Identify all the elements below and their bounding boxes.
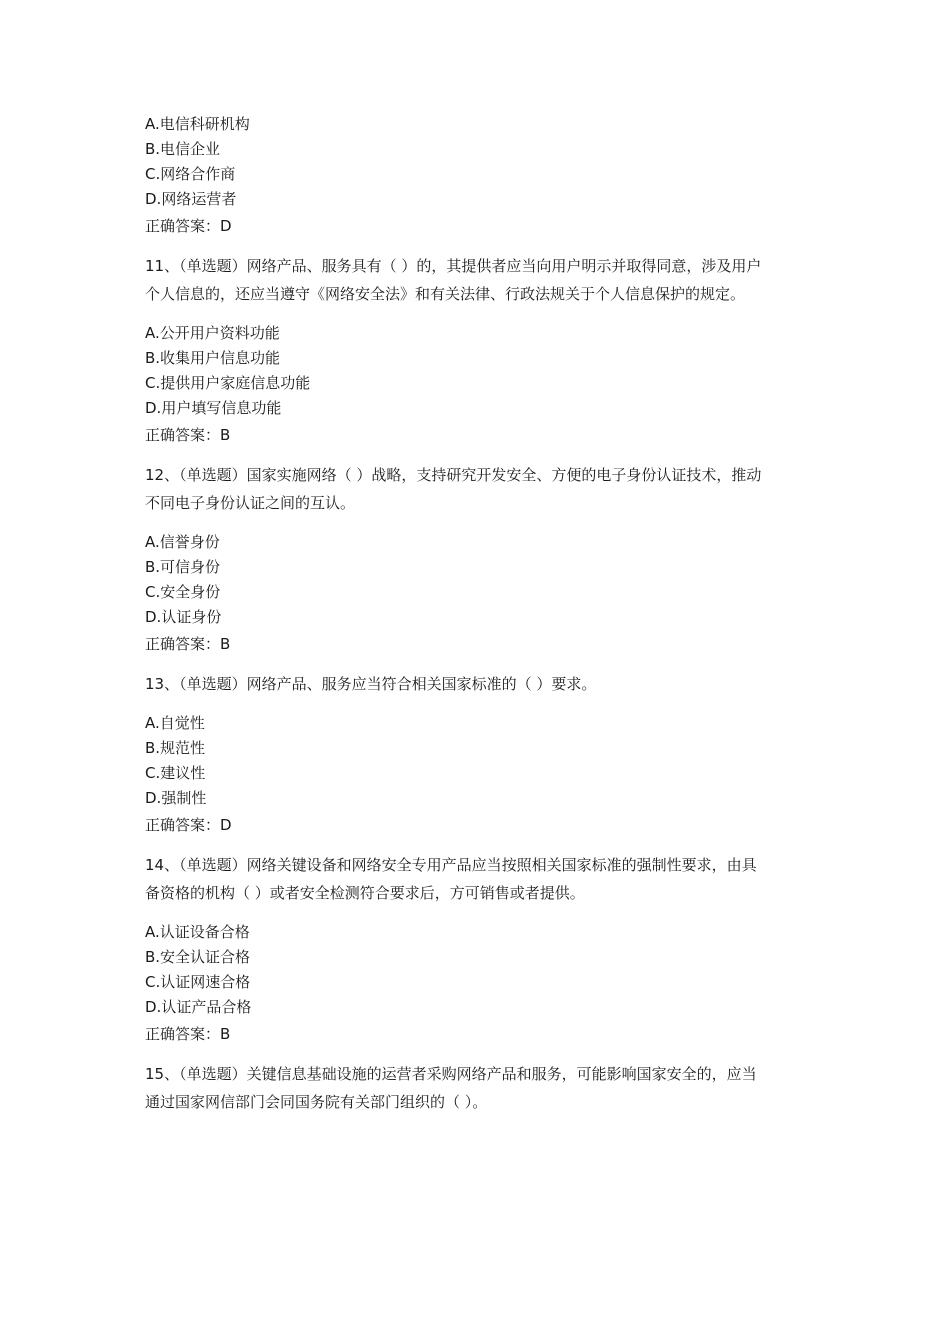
option-a: A.公开用户资料功能	[145, 324, 280, 342]
option-b: B.规范性	[145, 739, 206, 757]
question-15	[145, 1060, 815, 1116]
question-line: 不同电子身份认证之间的互认。	[145, 494, 356, 512]
question-11	[145, 252, 815, 448]
option-list	[145, 920, 815, 1020]
option-list	[145, 321, 815, 421]
option-b: B.可信身份	[145, 558, 221, 576]
correct-answer: 正确答案：D	[145, 217, 232, 235]
document-page	[145, 112, 815, 1116]
option-a: A.电信科研机构	[145, 115, 250, 133]
question-text	[145, 1060, 815, 1116]
question-text	[145, 461, 815, 517]
correct-answer: 正确答案：D	[145, 816, 232, 834]
question-line: 12、（单选题）国家实施网络（ ）战略，支持研究开发安全、方便的电子身份认证技术，推动	[145, 466, 762, 484]
question-line: 15、（单选题）关键信息基础设施的运营者采购网络产品和服务，可能影响国家安全的，应当	[145, 1065, 757, 1083]
option-d: D.强制性	[145, 789, 207, 807]
option-list	[145, 530, 815, 630]
option-a: A.信誉身份	[145, 533, 220, 551]
option-c: C.认证网速合格	[145, 973, 251, 991]
option-d: D.认证身份	[145, 608, 222, 626]
question-text	[145, 252, 815, 308]
option-d: D.网络运营者	[145, 190, 237, 208]
option-c: C.网络合作商	[145, 165, 236, 183]
question-text	[145, 670, 815, 698]
question-line: 13、（单选题）网络产品、服务应当符合相关国家标准的（ ）要求。	[145, 675, 597, 693]
question-line: 通过国家网信部门会同国务院有关部门组织的（ ）。	[145, 1093, 488, 1111]
option-a: A.认证设备合格	[145, 923, 250, 941]
option-b: B.安全认证合格	[145, 948, 251, 966]
correct-answer: 正确答案：B	[145, 635, 231, 653]
option-b: B.电信企业	[145, 140, 221, 158]
correct-answer: 正确答案：B	[145, 1025, 231, 1043]
leading-block	[145, 112, 815, 239]
option-list	[145, 711, 815, 811]
question-14	[145, 851, 815, 1047]
option-c: C.安全身份	[145, 583, 221, 601]
option-d: D.用户填写信息功能	[145, 399, 282, 417]
option-c: C.提供用户家庭信息功能	[145, 374, 311, 392]
correct-answer: 正确答案：B	[145, 426, 231, 444]
option-a: A.自觉性	[145, 714, 205, 732]
question-12	[145, 461, 815, 657]
option-b: B.收集用户信息功能	[145, 349, 281, 367]
question-line: 个人信息的，还应当遵守《网络安全法》和有关法律、行政法规关于个人信息保护的规定。	[145, 285, 746, 303]
question-text	[145, 851, 815, 907]
question-13	[145, 670, 815, 838]
question-line: 14、（单选题）网络关键设备和网络安全专用产品应当按照相关国家标准的强制性要求，由具	[145, 856, 757, 874]
question-line: 11、（单选题）网络产品、服务具有（ ）的，其提供者应当向用户明示并取得同意，涉及用户	[145, 257, 762, 275]
option-d: D.认证产品合格	[145, 998, 252, 1016]
option-c: C.建议性	[145, 764, 206, 782]
question-line: 备资格的机构（ ）或者安全检测符合要求后，方可销售或者提供。	[145, 884, 585, 902]
